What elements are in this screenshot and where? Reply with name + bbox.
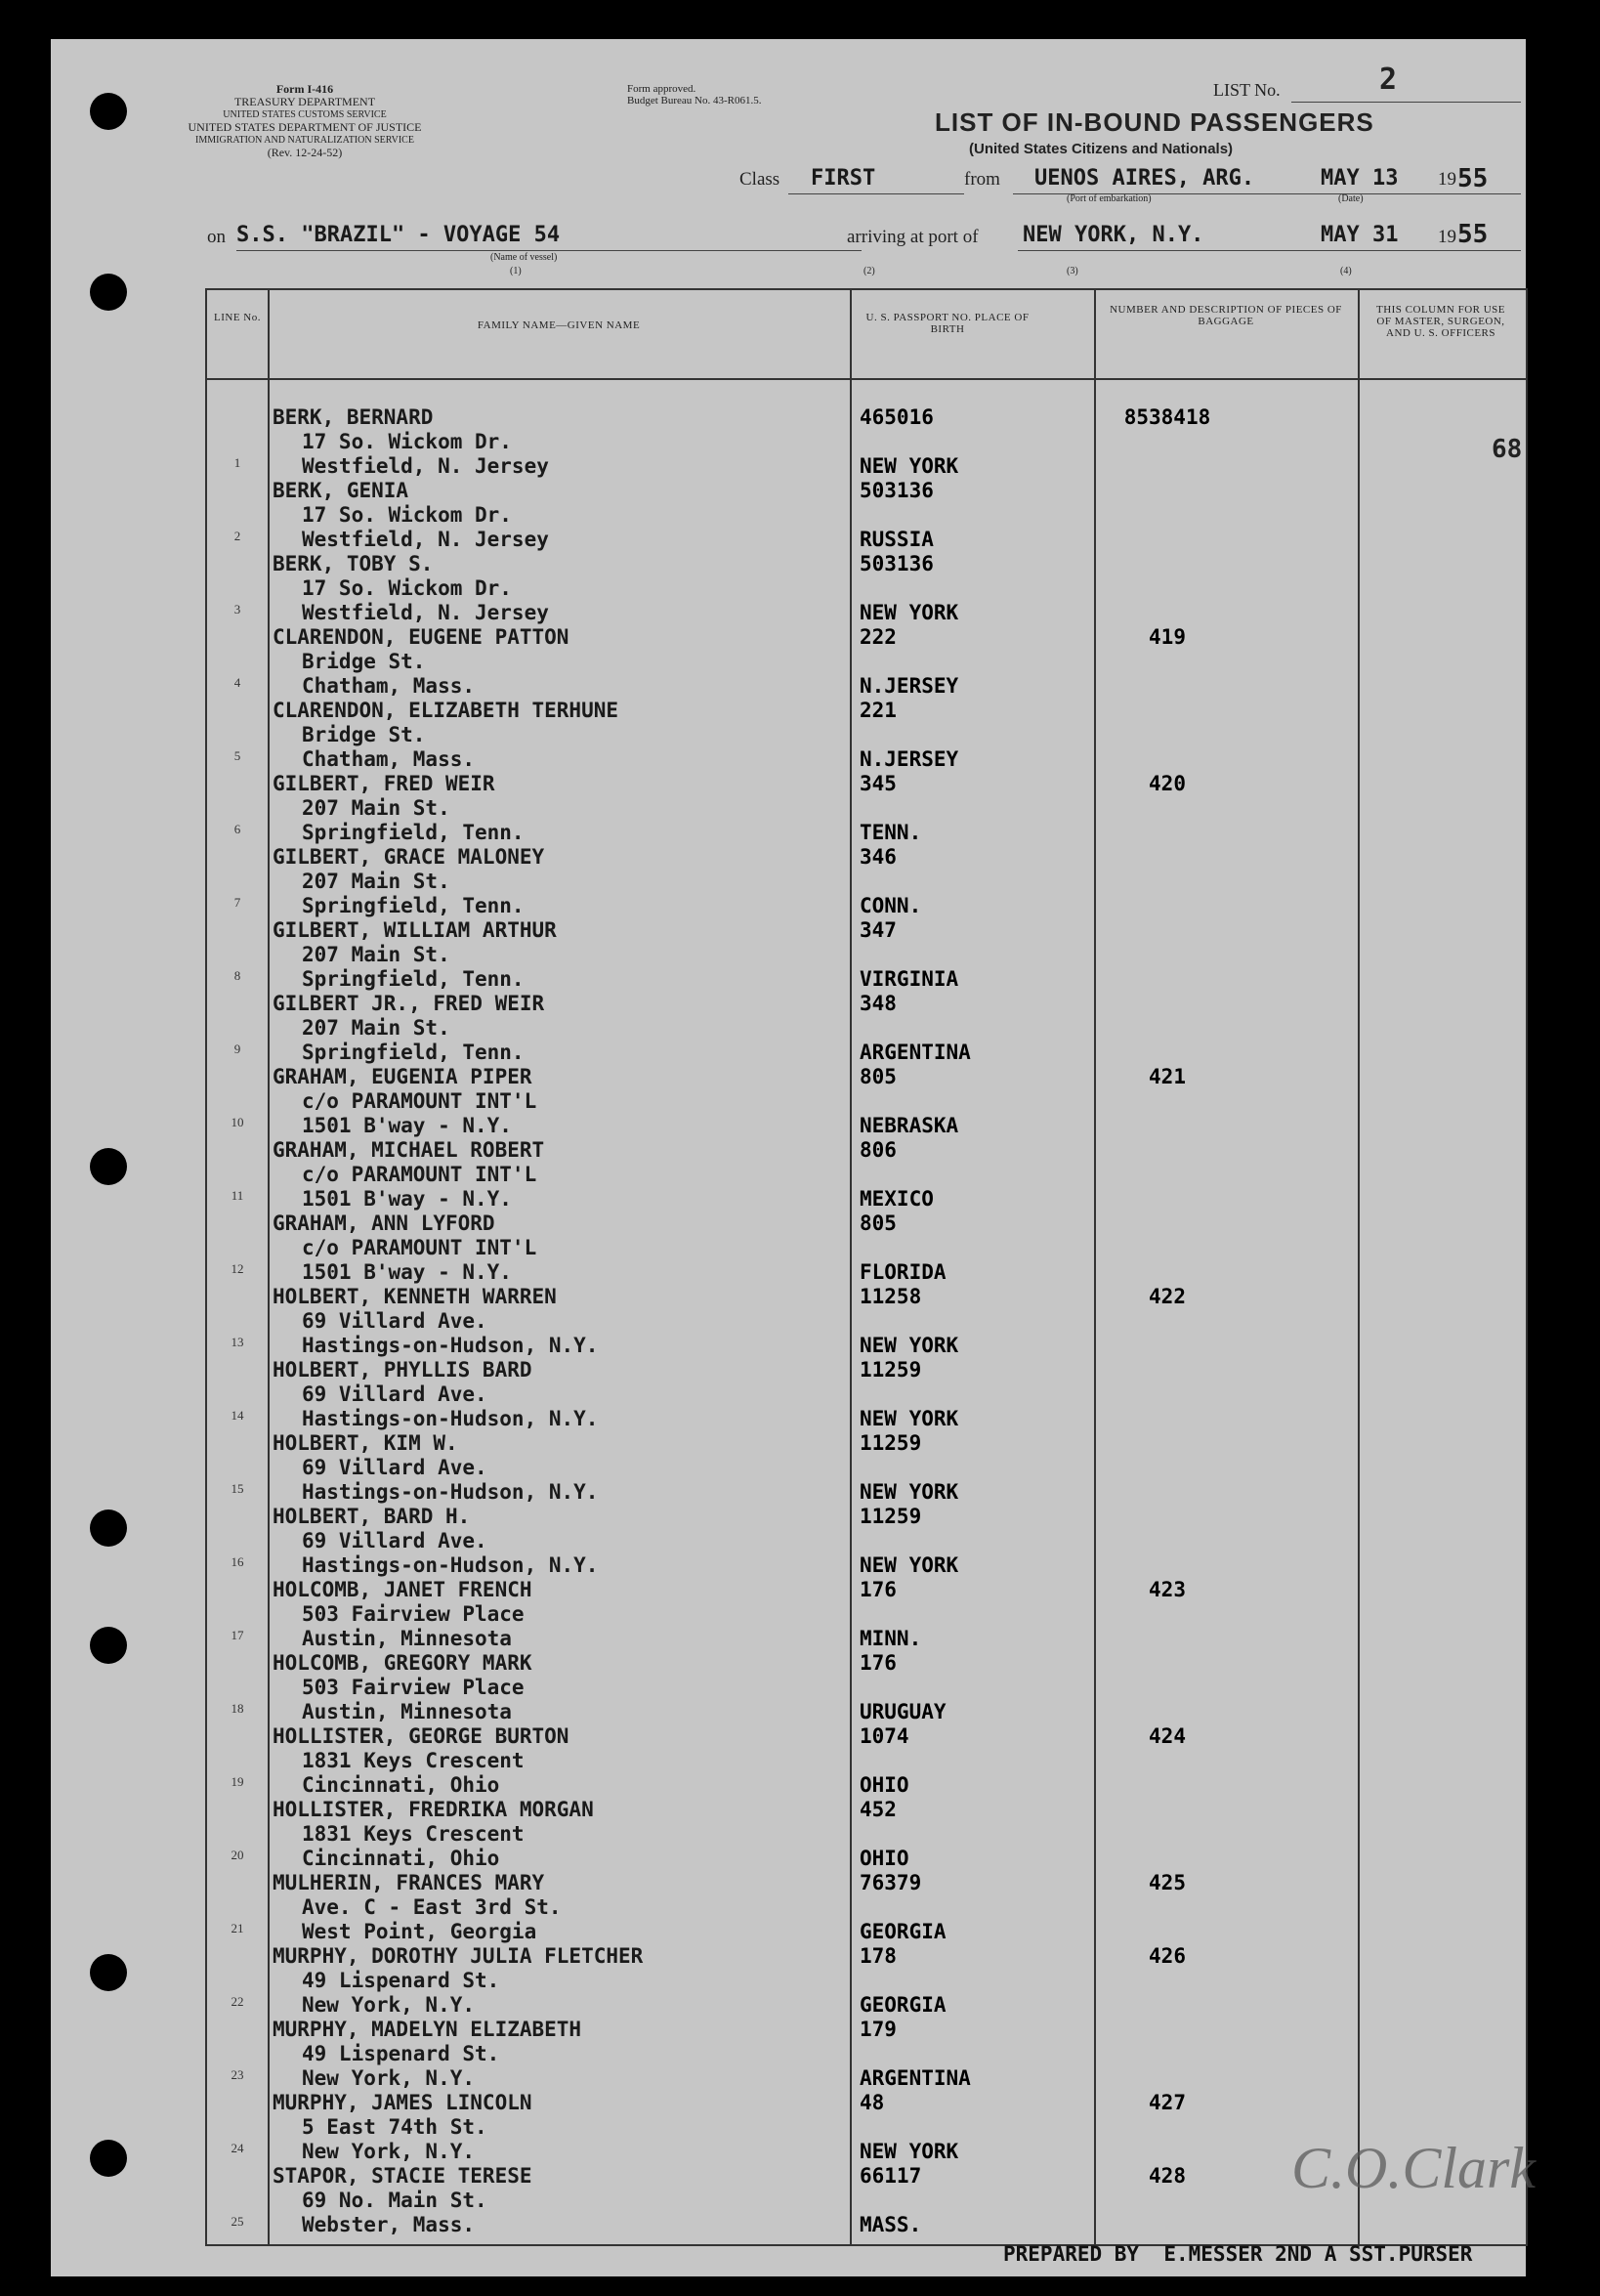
line-number: 1 [233,455,241,470]
passenger-address-line1: Bridge St. [302,723,426,746]
place-of-birth: GEORGIA [860,1920,947,1943]
passport-number: 76379 [860,1871,922,1894]
baggage-number: 423 [1149,1578,1186,1601]
place-of-birth: NEW YORK [860,1407,959,1430]
class-value: FIRST [811,166,876,191]
binder-hole [90,1627,127,1664]
passport-number: 503136 [860,479,934,502]
officer-mark: 68 [1492,435,1523,464]
passenger-address-line2: Springfield, Tenn. [302,967,525,991]
place-of-birth: URUGUAY [860,1700,947,1723]
port-of-embarkation: UENOS AIRES, ARG. [1034,166,1255,191]
passenger-address-line1: c/o PARAMOUNT INT'L [302,1163,537,1186]
place-of-birth: NEW YORK [860,2140,959,2163]
table-row [207,992,1526,1065]
passport-number: 11259 [860,1505,922,1528]
officer-signature: C.O.Clark [1291,2136,1537,2200]
treasury-dept: TREASURY DEPARTMENT [233,95,376,108]
budget-bureau: Budget Bureau No. 43-R061.5. [627,95,762,106]
approval-block [627,83,761,106]
caption-2: (2) [863,266,875,276]
line-number: 2 [233,529,241,543]
passenger-name: CLARENDON, EUGENE PATTON [273,625,569,649]
passenger-name: GILBERT, GRACE MALONEY [273,845,545,869]
passenger-address-line2: Austin, Minnesota [302,1627,512,1650]
document-sheet [51,39,1537,2276]
agency-block [148,83,461,159]
place-of-birth: N.JERSEY [860,747,959,771]
table-row [207,918,1526,992]
line-number: 5 [233,748,241,763]
baggage-number: 424 [1149,1724,1186,1748]
line-number: 4 [233,675,241,690]
passenger-address-line1: 207 Main St. [302,870,450,893]
place-of-birth: ARGENTINA [860,1041,971,1064]
passenger-name: GRAHAM, ANN LYFORD [273,1212,495,1235]
embark-year-prefix: 19 [1438,169,1456,190]
table-row [207,1798,1526,1871]
on-label: on [207,227,226,247]
passenger-address-line2: 1501 B'way - N.Y. [302,1114,512,1137]
baggage-number: 428 [1149,2164,1186,2188]
passenger-name: HOLBERT, BARD H. [273,1505,471,1528]
passenger-address-line2: Springfield, Tenn. [302,1041,525,1064]
place-of-birth: MEXICO [860,1187,934,1211]
table-row [207,1651,1526,1724]
line-number: 14 [231,1408,244,1423]
line-number: 3 [233,602,241,617]
passenger-name: CLARENDON, ELIZABETH TERHUNE [273,699,619,722]
passenger-address-line2: Chatham, Mass. [302,747,476,771]
table-row [207,1212,1526,1285]
table-row [207,699,1526,772]
arrival-year: 55 [1457,220,1489,249]
table-row [207,1505,1526,1578]
passenger-name: MURPHY, JAMES LINCOLN [273,2091,532,2114]
caption-4: (4) [1340,266,1352,276]
passenger-address-line1: 1831 Keys Crescent [302,1822,525,1846]
passenger-name: BERK, GENIA [273,479,409,502]
passenger-address-line1: Bridge St. [302,650,426,673]
passenger-address-line2: Springfield, Tenn. [302,821,525,844]
table-row [207,2018,1526,2091]
passport-number: 348 [860,992,897,1015]
passenger-address-line2: 1501 B'way - N.Y. [302,1187,512,1211]
revision-date: (Rev. 12-24-52) [267,146,343,159]
baggage-number: 420 [1149,772,1186,795]
passport-number: 345 [860,772,897,795]
place-of-birth: VIRGINIA [860,967,959,991]
passport-number: 48 [860,2091,885,2114]
passport-number: 805 [860,1065,897,1088]
passenger-address-line1: 17 So. Wickom Dr. [302,430,512,453]
port-caption: (Port of embarkation) [1067,193,1152,204]
passenger-name: HOLLISTER, GEORGE BURTON [273,1724,569,1748]
passenger-address-line1: 69 Villard Ave. [302,1456,487,1479]
passenger-table [205,288,1528,2246]
embark-year: 55 [1457,164,1489,193]
passenger-address-line1: 49 Lispenard St. [302,2042,500,2065]
ins-service: IMMIGRATION AND NATURALIZATION SERVICE [195,135,414,146]
line-number: 20 [231,1848,244,1862]
place-of-birth: RUSSIA [860,528,934,551]
line-number: 9 [233,1042,241,1056]
passenger-address-line1: 69 Villard Ave. [302,1309,487,1333]
passport-number: 66117 [860,2164,922,2188]
col-name: FAMILY NAME—GIVEN NAME [477,319,641,331]
passport-number: 178 [860,1944,897,1968]
passenger-address-line2: Hastings-on-Hudson, N.Y. [302,1480,599,1504]
place-of-birth: ARGENTINA [860,2066,971,2090]
line-number: 8 [233,968,241,983]
table-row [207,1944,1526,2018]
col-baggage: NUMBER AND DESCRIPTION OF PIECES OF BAGGAGE [1110,304,1342,327]
passport-number: 1074 [860,1724,909,1748]
passenger-address-line2: New York, N.Y. [302,2140,476,2163]
passenger-address-line1: 207 Main St. [302,943,450,966]
passenger-address-line2: Westfield, N. Jersey [302,454,549,478]
passenger-address-line1: Ave. C - East 3rd St. [302,1895,562,1919]
place-of-birth: CONN. [860,894,922,917]
place-of-birth: MASS. [860,2213,922,2236]
passenger-address-line2: Austin, Minnesota [302,1700,512,1723]
passenger-address-line1: 503 Fairview Place [302,1676,525,1699]
binder-hole [90,1954,127,1991]
passenger-address-line1: c/o PARAMOUNT INT'L [302,1089,537,1113]
passenger-address-line2: West Point, Georgia [302,1920,537,1943]
passenger-address-line2: Chatham, Mass. [302,674,476,698]
passenger-name: HOLBERT, KENNETH WARREN [273,1285,557,1308]
table-row [207,625,1526,699]
place-of-birth: FLORIDA [860,1260,947,1284]
passenger-address-line2: Springfield, Tenn. [302,894,525,917]
place-of-birth: NEW YORK [860,454,959,478]
caption-1: (1) [510,266,522,276]
form-approved: Form approved. [627,83,696,95]
baggage-number: 425 [1149,1871,1186,1894]
passport-number: 179 [860,2018,897,2041]
passenger-name: HOLBERT, KIM W. [273,1431,458,1455]
passport-number: 176 [860,1578,897,1601]
passenger-address-line2: Cincinnati, Ohio [302,1773,500,1797]
line-number: 6 [233,822,241,836]
passenger-name: MULHERIN, FRANCES MARY [273,1871,545,1894]
passenger-address-line2: New York, N.Y. [302,1993,476,2017]
passenger-name: BERK, BERNARD [273,405,434,429]
passenger-address-line1: 1831 Keys Crescent [302,1749,525,1772]
line-number: 7 [233,895,241,910]
binder-hole [90,1148,127,1185]
table-row [207,845,1526,918]
passport-number: 11259 [860,1431,922,1455]
passenger-address-line1: 69 Villard Ave. [302,1529,487,1552]
passenger-address-line2: Hastings-on-Hudson, N.Y. [302,1334,599,1357]
line-number: 23 [231,2067,244,2082]
passenger-name: GRAHAM, MICHAEL ROBERT [273,1138,545,1162]
page-subtitle: (United States Citizens and Nationals) [969,141,1234,157]
passport-number: 347 [860,918,897,942]
place-of-birth: NEW YORK [860,1480,959,1504]
passenger-name: HOLBERT, PHYLLIS BARD [273,1358,532,1382]
passenger-address-line1: 17 So. Wickom Dr. [302,503,512,527]
arrival-port: NEW YORK, N.Y. [1023,223,1204,247]
passenger-address-line2: New York, N.Y. [302,2066,476,2090]
list-no-value: 2 [1379,63,1398,97]
table-row [207,405,1526,479]
table-row [207,1431,1526,1505]
line-number: 18 [231,1701,244,1716]
passenger-name: GRAHAM, EUGENIA PIPER [273,1065,532,1088]
passenger-address-line1: 207 Main St. [302,1016,450,1040]
place-of-birth: N.JERSEY [860,674,959,698]
place-of-birth: OHIO [860,1847,909,1870]
col-line-no: LINE No. [214,312,261,323]
passport-number: 176 [860,1651,897,1675]
place-of-birth: TENN. [860,821,922,844]
line-number: 13 [231,1335,244,1349]
table-row [207,1578,1526,1651]
passenger-address-line2: 1501 B'way - N.Y. [302,1260,512,1284]
place-of-birth: NEW YORK [860,601,959,624]
passenger-address-line2: Westfield, N. Jersey [302,601,549,624]
passenger-address-line2: Cincinnati, Ohio [302,1847,500,1870]
table-row [207,1724,1526,1798]
passenger-address-line1: 5 East 74th St. [302,2115,487,2139]
passport-number: 465016 [860,405,934,429]
place-of-birth: NEBRASKA [860,1114,959,1137]
passenger-address-line1: 49 Lispenard St. [302,1969,500,1992]
place-of-birth: OHIO [860,1773,909,1797]
line-number: 22 [231,1994,244,2009]
passenger-name: STAPOR, STACIE TERESE [273,2164,532,2188]
passenger-address-line2: Webster, Mass. [302,2213,476,2236]
passenger-name: HOLCOMB, GREGORY MARK [273,1651,532,1675]
col-passport: U. S. PASSPORT NO. PLACE OF BIRTH [865,312,1030,335]
passport-number: 346 [860,845,897,869]
passenger-name: MURPHY, DOROTHY JULIA FLETCHER [273,1944,644,1968]
passport-number: 806 [860,1138,897,1162]
baggage-number: 421 [1149,1065,1186,1088]
binder-hole [90,274,127,311]
arrival-date: MAY 31 [1321,223,1399,247]
place-of-birth: MINN. [860,1627,922,1650]
baggage-number: 422 [1149,1285,1186,1308]
line-number: 17 [231,1628,244,1642]
passport-number: 805 [860,1212,897,1235]
passenger-name: HOLLISTER, FREDRIKA MORGAN [273,1798,594,1821]
passport-number: 452 [860,1798,897,1821]
binder-hole [90,2140,127,2177]
baggage-number: 426 [1149,1944,1186,1968]
passenger-address-line1: 17 So. Wickom Dr. [302,576,512,600]
vessel-caption: (Name of vessel) [490,252,558,263]
baggage-number: 427 [1149,2091,1186,2114]
passport-number: 221 [860,699,897,722]
passport-number: 11259 [860,1358,922,1382]
table-row [207,772,1526,845]
passenger-name: GILBERT, FRED WEIR [273,772,495,795]
customs-service: UNITED STATES CUSTOMS SERVICE [223,109,387,120]
passenger-name: BERK, TOBY S. [273,552,434,575]
place-of-birth: NEW YORK [860,1553,959,1577]
passenger-address-line1: 503 Fairview Place [302,1602,525,1626]
table-row [207,1871,1526,1944]
justice-dept: UNITED STATES DEPARTMENT OF JUSTICE [188,120,422,134]
class-label: Class [739,169,780,190]
passenger-address-line2: Hastings-on-Hudson, N.Y. [302,1553,599,1577]
baggage-number: 419 [1149,625,1186,649]
arrival-year-prefix: 19 [1438,227,1456,247]
table-row [207,552,1526,625]
table-row [207,1065,1526,1138]
passport-number: 503136 [860,552,934,575]
line-number: 15 [231,1481,244,1496]
line-number: 16 [231,1554,244,1569]
vessel-name: S.S. "BRAZIL" - VOYAGE 54 [236,223,561,247]
line-number: 24 [231,2141,244,2155]
passenger-name: HOLCOMB, JANET FRENCH [273,1578,532,1601]
place-of-birth: GEORGIA [860,1993,947,2017]
table-row [207,1358,1526,1431]
table-row [207,1285,1526,1358]
line-number: 25 [231,2214,244,2229]
from-label: from [964,169,1000,190]
passenger-address-line2: Hastings-on-Hudson, N.Y. [302,1407,599,1430]
binder-hole [90,93,127,130]
line-number: 11 [231,1188,244,1203]
passenger-address-line1: c/o PARAMOUNT INT'L [302,1236,537,1259]
table-row [207,479,1526,552]
passenger-name: MURPHY, MADELYN ELIZABETH [273,2018,582,2041]
passport-number: 222 [860,625,897,649]
caption-3: (3) [1067,266,1078,276]
line-number: 10 [231,1115,244,1129]
table-row [207,1138,1526,1212]
line-number: 21 [231,1921,244,1935]
form-number: Form I-416 [275,82,334,96]
passport-number: 11258 [860,1285,922,1308]
col-officers: THIS COLUMN FOR USE OF MASTER, SURGEON, AND U. S. OFFICERS [1375,304,1506,339]
prepared-by: PREPARED BY E.MESSER 2ND A SST.PURSER [1003,2242,1473,2266]
passenger-address-line1: 207 Main St. [302,796,450,820]
line-number: 19 [231,1774,244,1789]
arriving-label: arriving at port of [847,227,979,247]
passenger-name: GILBERT, WILLIAM ARTHUR [273,918,557,942]
page-title: LIST OF IN-BOUND PASSENGERS [935,107,1374,137]
passenger-address-line2: Westfield, N. Jersey [302,528,549,551]
binder-hole [90,1509,127,1547]
passenger-address-line1: 69 No. Main St. [302,2189,487,2212]
place-of-birth: NEW YORK [860,1334,959,1357]
date-caption: (Date) [1338,193,1364,204]
baggage-number: 8538418 [1123,405,1211,429]
embark-date: MAY 13 [1321,166,1399,191]
list-no-label: LIST No. [1213,80,1281,100]
passenger-address-line1: 69 Villard Ave. [302,1382,487,1406]
line-number: 12 [231,1261,244,1276]
passenger-name: GILBERT JR., FRED WEIR [273,992,545,1015]
